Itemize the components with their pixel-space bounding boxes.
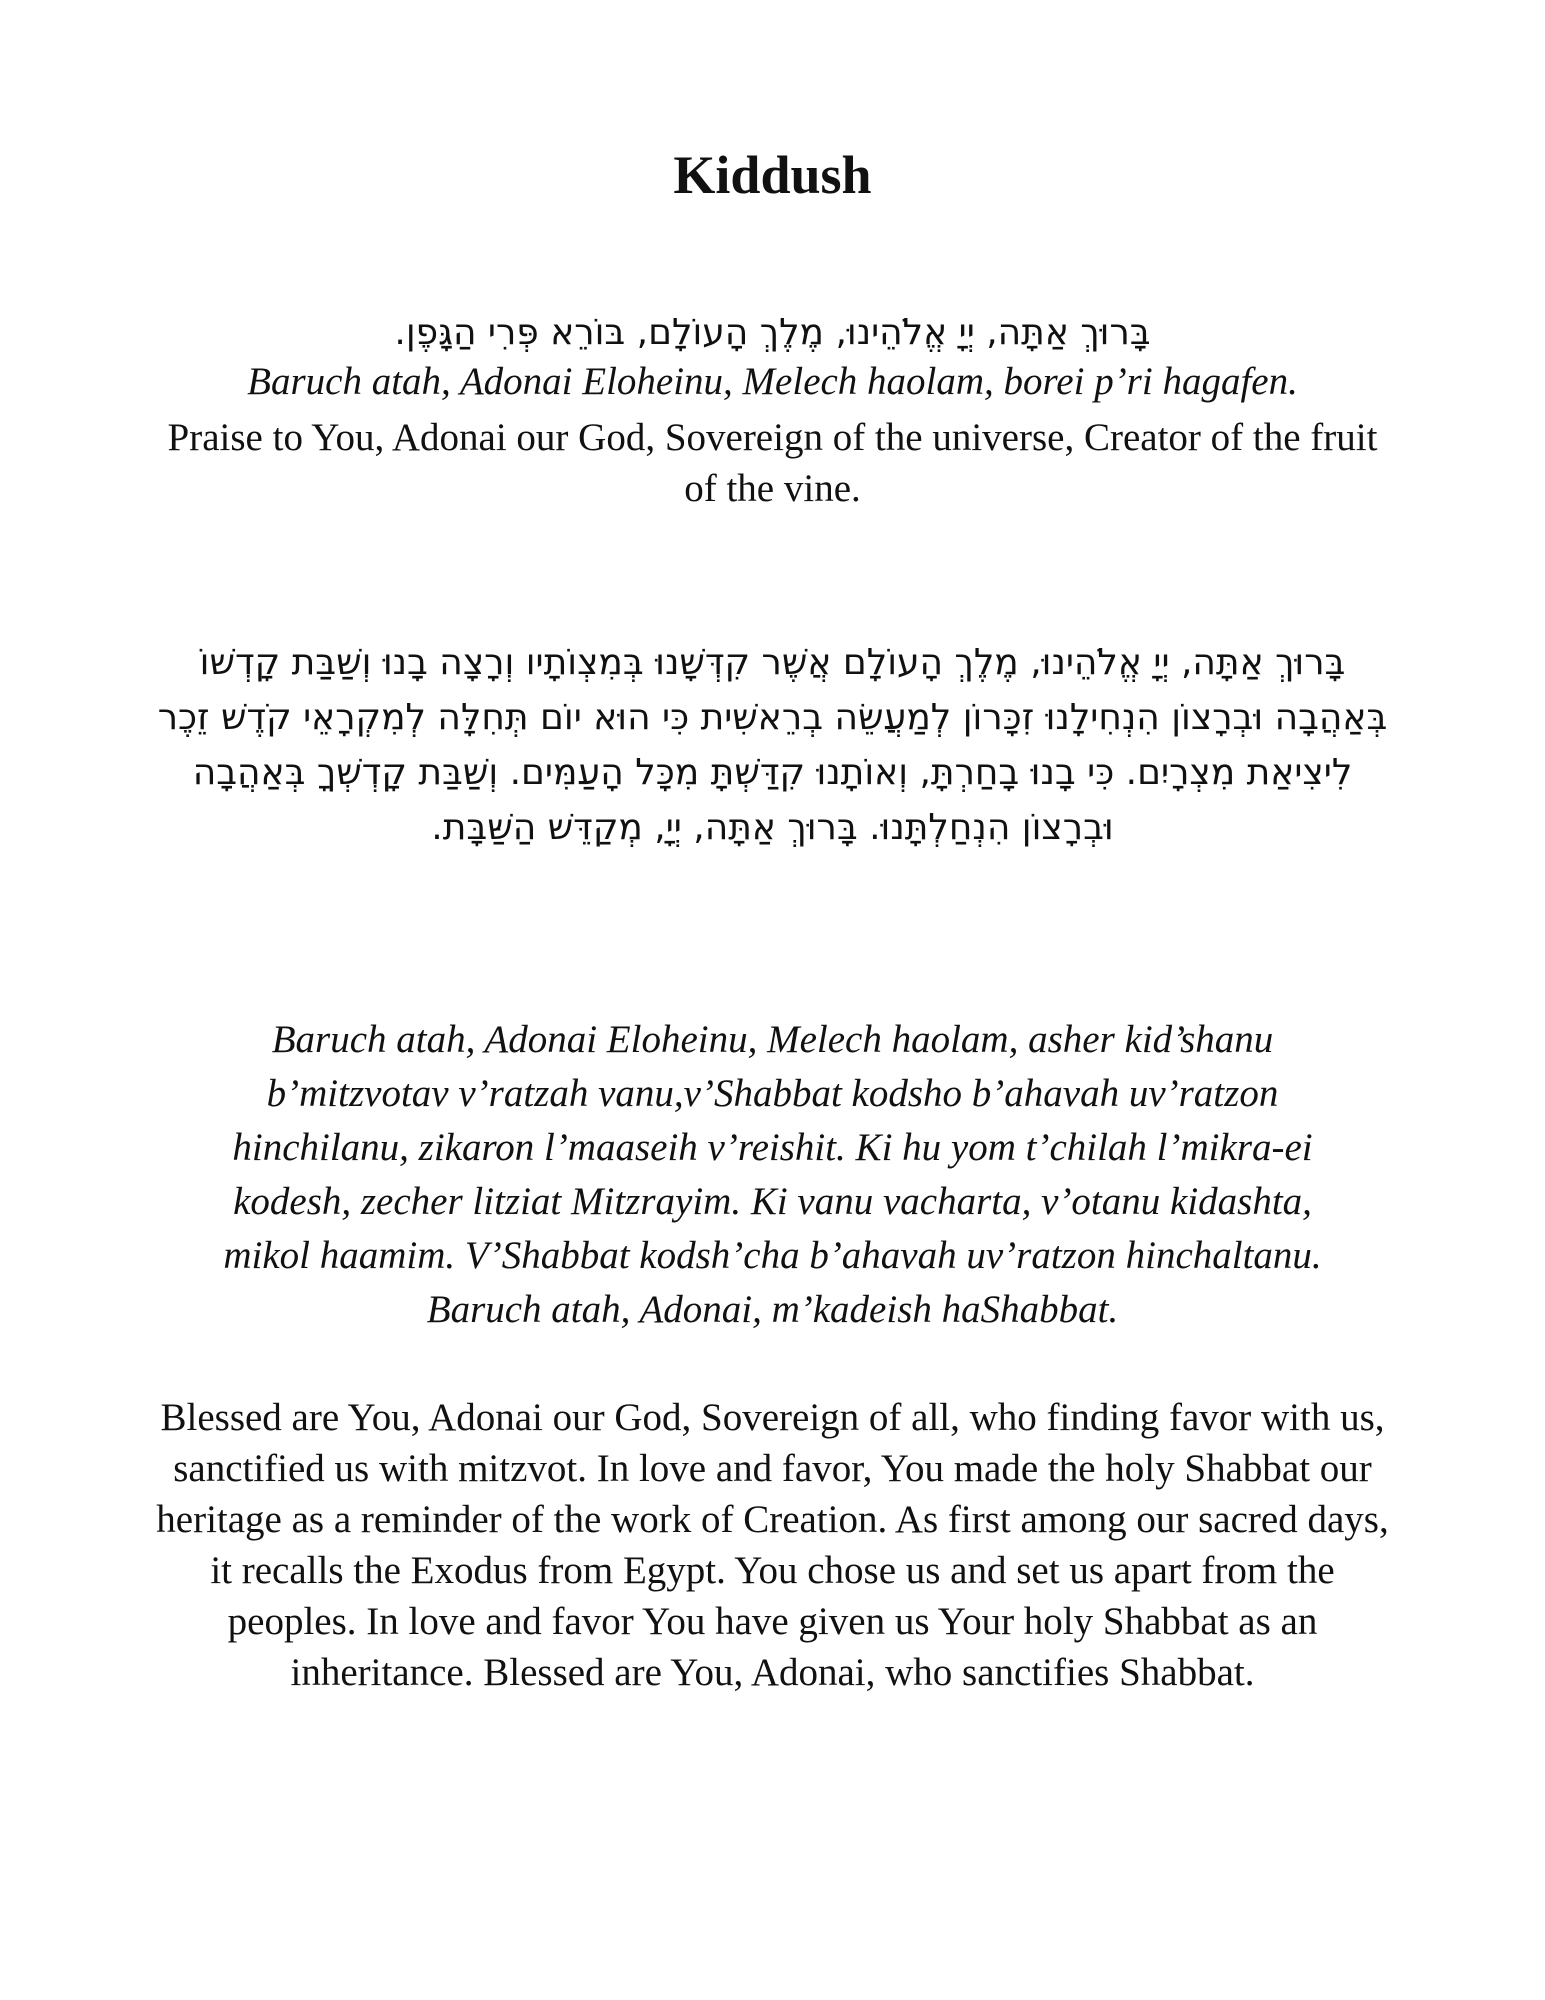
- wine-blessing-translation: Praise to You, Adonai our God, Sovereign of the universe, Creator of the fruit of the vine.: [167, 416, 1378, 510]
- wine-blessing-transliteration: Baruch atah, Adonai Eloheinu, Melech haolam, borei p’ri hagafen.: [247, 360, 1298, 403]
- shabbat-blessing-hebrew: בָּרוּךְ אַתָּה, יְיָ אֱלֹהֵינוּ, מֶלֶךְ הָעוֹלָם אֲשֶׁר קִדְּשָׁנוּ בְּמִצְוֹתָיו וְרָצָה בָנוּ וְשַׁבַּת קָדְשׁוֹ בְּאַהֲבָה וּבְרָצוֹן הִנְחִילָנוּ זִכָּרוֹן לְמַעֲשֵׂה בְרֵאשִׁית כִּי הוּא יוֹם תְּחִלָּה לְמִקְרָאֵי קֹדֶשׁ זֵכֶר לִיצִיאַת מִצְרָיִם. כִּי בָנוּ בָחַרְתָּ, וְאוֹתָנוּ קִדַּשְׁתָּ מִכָּל הָעַמִּים. וְשַׁבַּת קָדְשְׁךָ בְּאַהֲבָה וּבְרָצוֹן הִנְחַלְתָּנוּ. בָּרוּךְ אַתָּה, יְיָ, מְקַדֵּשׁ הַשַּׁבָּת.: [157, 642, 1388, 848]
- page-title: Kiddush: [673, 145, 872, 205]
- wine-blessing-hebrew: בָּרוּךְ אַתָּה, יְיָ אֱלֹהֵינוּ, מֶלֶךְ הָעוֹלָם, בּוֹרֵא פְּרִי הַגָּפֶן.: [394, 312, 1151, 353]
- shabbat-blessing-translation: Blessed are You, Adonai our God, Sovereign of all, who finding favor with us, sanctified us with mitzvot. In love and favor, You made the holy Shabbat our heritage as a reminder of the work of Creation. As first among our sacred days, it recalls the Exodus from Egypt. You chose us and set us apart from the peoples. In love and favor You have given us Your holy Shabbat as an inheritance. Blessed are You, Adonai, who sanctifies Shabbat.: [156, 1396, 1389, 1694]
- shabbat-blessing-transliteration: Baruch atah, Adonai Eloheinu, Melech haolam, asher kid’shanu b’mitzvotav v’ratzah vanu,v’Shabbat kodsho b’ahavah uv’ratzon hinchilanu, zikaron l’maaseih v’reishit. Ki hu yom t’chilah l’mikra-ei kodesh, zecher litziat Mitzrayim. Ki vanu vacharta, v’otanu kidashta, mikol haamim. V’Shabbat kodsh’cha b’ahavah uv’ratzon hinchaltanu. Baruch atah, Adonai, m’kadeish haShabbat.: [223, 1018, 1322, 1331]
